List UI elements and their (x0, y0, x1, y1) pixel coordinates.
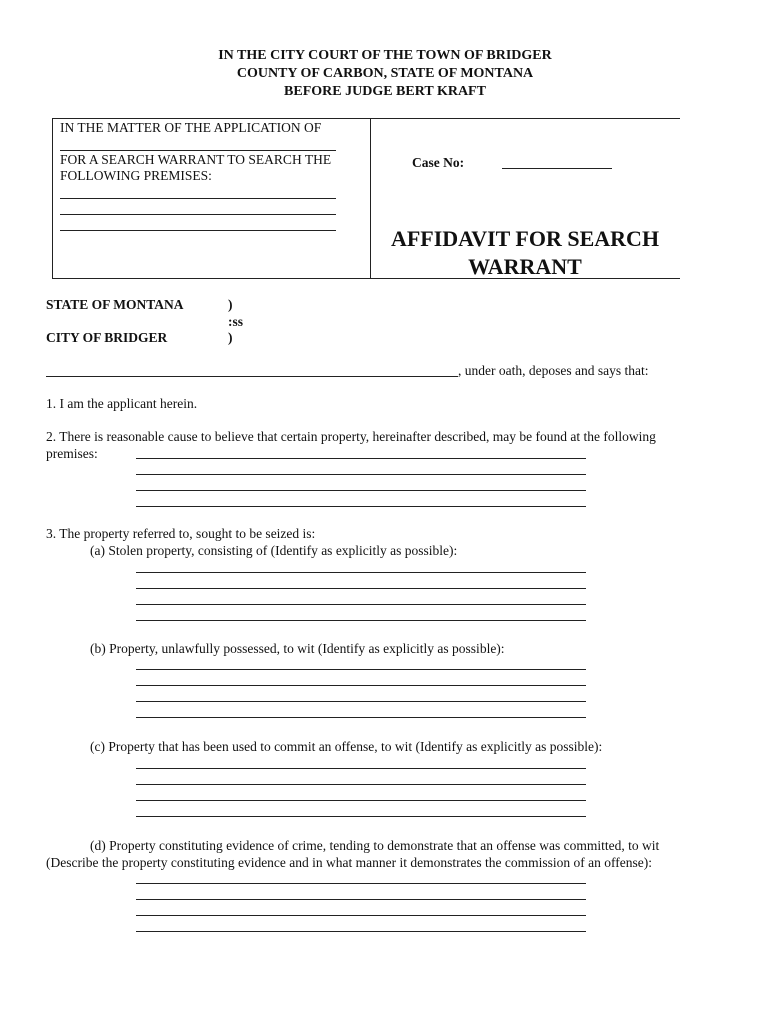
document-title-line1: AFFIDAVIT FOR SEARCH (390, 226, 660, 251)
caption-left-rule (52, 118, 53, 278)
paragraph-3: 3. The property referred to, sought to be seized is: (46, 526, 316, 541)
paragraph-1: 1. I am the applicant herein. (46, 396, 198, 411)
case-no-label: Case No: (412, 155, 465, 170)
paragraph-3d-line1: (d) Property constituting evidence of crime, tending to demonstrate that an offense was committed, to wit (90, 838, 660, 853)
premises-line[interactable] (136, 490, 586, 491)
document-title-line2: WARRANT (468, 254, 582, 279)
unlawful-property-line[interactable] (136, 685, 586, 686)
paragraph-3d-line2: (Describe the property constituting evidence and in what manner it demonstrates the commission of an offense): (46, 855, 652, 870)
evidence-line[interactable] (136, 899, 586, 900)
premises-line[interactable] (136, 506, 586, 507)
paragraph-3c: (c) Property that has been used to commit an offense, to wit (Identify as explicitly as possible): (90, 739, 603, 754)
case-no-field[interactable] (502, 168, 612, 169)
venue-paren-2: ) (228, 330, 233, 345)
offense-property-line[interactable] (136, 768, 586, 769)
stolen-property-line[interactable] (136, 588, 586, 589)
paragraph-3a: (a) Stolen property, consisting of (Identify as explicitly as possible): (90, 543, 458, 558)
stolen-property-line[interactable] (136, 572, 586, 573)
unlawful-property-line[interactable] (136, 669, 586, 670)
premises-line[interactable] (136, 474, 586, 475)
paragraph-3b: (b) Property, unlawfully possessed, to wit (Identify as explicitly as possible): (90, 641, 505, 656)
caption-divider (370, 118, 371, 278)
court-header-line1: IN THE CITY COURT OF THE TOWN OF BRIDGER (218, 48, 552, 63)
evidence-line[interactable] (136, 915, 586, 916)
unlawful-property-line[interactable] (136, 717, 586, 718)
premises-field-2[interactable] (60, 214, 336, 215)
venue-paren-1: ) (228, 297, 233, 312)
venue-state: STATE OF MONTANA (46, 297, 184, 312)
affiant-name-field[interactable] (46, 376, 458, 377)
court-header-line2: COUNTY OF CARBON, STATE OF MONTANA (236, 66, 534, 81)
stolen-property-line[interactable] (136, 604, 586, 605)
caption-top-rule (52, 118, 680, 119)
offense-property-line[interactable] (136, 784, 586, 785)
offense-property-line[interactable] (136, 816, 586, 817)
oath-text: , under oath, deposes and says that: (458, 363, 649, 378)
evidence-line[interactable] (136, 883, 586, 884)
premises-field-3[interactable] (60, 230, 336, 231)
search-label-line2: FOLLOWING PREMISES: (60, 168, 212, 183)
venue-ss: :ss (228, 314, 244, 329)
premises-field-1[interactable] (60, 198, 336, 199)
court-header-line3: BEFORE JUDGE BERT KRAFT (284, 84, 486, 99)
venue-city: CITY OF BRIDGER (46, 330, 168, 345)
offense-property-line[interactable] (136, 800, 586, 801)
matter-label: IN THE MATTER OF THE APPLICATION OF (60, 120, 322, 135)
unlawful-property-line[interactable] (136, 701, 586, 702)
paragraph-2-line1: 2. There is reasonable cause to believe that certain property, hereinafter described, may be found at the following (46, 429, 656, 444)
paragraph-2-line2: premises: (46, 446, 98, 461)
premises-line[interactable] (136, 458, 586, 459)
search-label-line1: FOR A SEARCH WARRANT TO SEARCH THE (60, 152, 332, 167)
evidence-line[interactable] (136, 931, 586, 932)
applicant-name-field[interactable] (60, 150, 336, 151)
stolen-property-line[interactable] (136, 620, 586, 621)
